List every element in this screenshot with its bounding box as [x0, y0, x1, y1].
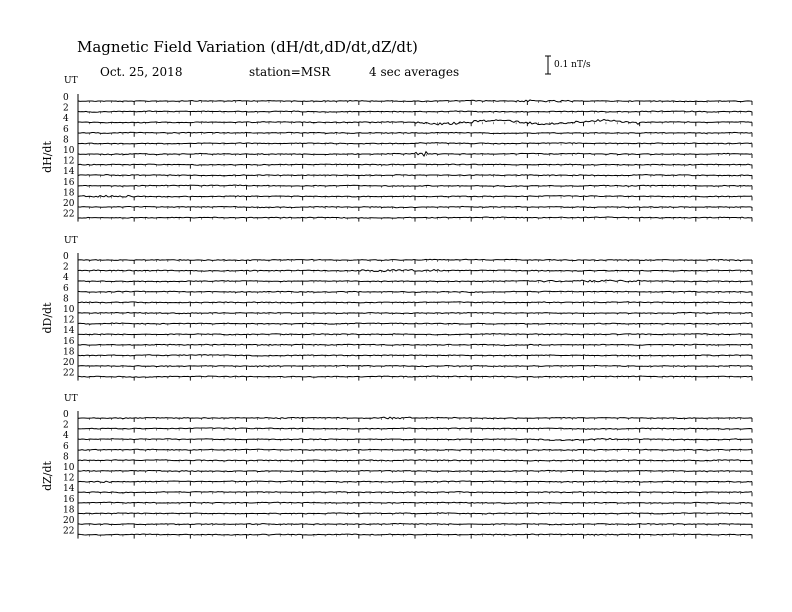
row-label-0: 0	[63, 252, 69, 262]
row-label-0: 0	[63, 93, 69, 103]
row-label-12: 12	[63, 315, 75, 326]
row-label-8: 8	[63, 135, 69, 146]
row-ticks	[78, 324, 752, 328]
row-label-6: 6	[63, 124, 69, 135]
panel-dH-dt	[41, 76, 752, 222]
row-label-14: 14	[63, 167, 75, 178]
row-label-10: 10	[63, 305, 75, 315]
row-label-14: 14	[63, 484, 75, 495]
panel-dD-dt	[41, 236, 752, 381]
averaging-label: 4 sec averages	[369, 65, 460, 79]
row-label-8: 8	[63, 294, 69, 305]
row-label-10: 10	[63, 146, 75, 156]
ut-label: UT	[64, 76, 78, 86]
panel-ylabel: dH/dt	[41, 141, 54, 173]
row-ticks	[78, 165, 752, 169]
row-label-2: 2	[63, 262, 69, 273]
row-label-6: 6	[63, 283, 69, 294]
row-label-16: 16	[63, 177, 75, 188]
row-label-22: 22	[63, 209, 75, 220]
row-label-18: 18	[63, 505, 75, 516]
row-ticks	[78, 218, 752, 222]
row-ticks	[78, 429, 752, 433]
row-label-22: 22	[63, 368, 75, 379]
row-label-20: 20	[63, 516, 75, 526]
row-label-2: 2	[63, 103, 69, 114]
trace-row-18	[78, 513, 752, 514]
row-label-4: 4	[63, 431, 69, 442]
row-label-4: 4	[63, 273, 69, 284]
row-label-12: 12	[63, 156, 75, 167]
panel-dZ-dt	[41, 394, 752, 539]
row-label-4: 4	[63, 114, 69, 125]
panel-ylabel: dD/dt	[41, 302, 54, 334]
row-ticks	[78, 460, 752, 464]
trace-row-16	[78, 502, 752, 503]
row-label-12: 12	[63, 473, 75, 484]
row-label-2: 2	[63, 420, 69, 431]
row-ticks	[78, 377, 752, 381]
trace-row-6	[78, 449, 752, 450]
row-label-6: 6	[63, 441, 69, 452]
scale-bar-label: 0.1 nT/s	[554, 60, 591, 70]
trace-row-22	[78, 534, 752, 535]
row-ticks	[78, 175, 752, 179]
panel-ylabel: dZ/dt	[41, 461, 54, 491]
date-label: Oct. 25, 2018	[100, 65, 183, 79]
row-ticks	[78, 112, 752, 116]
row-label-0: 0	[63, 410, 69, 420]
row-label-20: 20	[63, 199, 75, 209]
row-label-8: 8	[63, 452, 69, 463]
ut-label: UT	[64, 236, 78, 246]
row-label-18: 18	[63, 188, 75, 199]
row-ticks	[78, 345, 752, 349]
trace-row-8	[78, 302, 752, 303]
row-label-20: 20	[63, 358, 75, 368]
row-label-14: 14	[63, 326, 75, 337]
row-label-10: 10	[63, 463, 75, 473]
scale-bar	[545, 56, 551, 74]
row-label-22: 22	[63, 526, 75, 537]
row-label-16: 16	[63, 336, 75, 347]
row-ticks	[78, 355, 752, 359]
row-ticks	[78, 260, 752, 264]
ut-label: UT	[64, 394, 78, 404]
row-label-16: 16	[63, 494, 75, 505]
trace-row-20	[78, 365, 752, 366]
row-label-18: 18	[63, 347, 75, 358]
station-label: station=MSR	[249, 65, 331, 79]
row-ticks	[78, 492, 752, 496]
chart-title: Magnetic Field Variation (dH/dt,dD/dt,dZ/dt)	[77, 38, 418, 56]
